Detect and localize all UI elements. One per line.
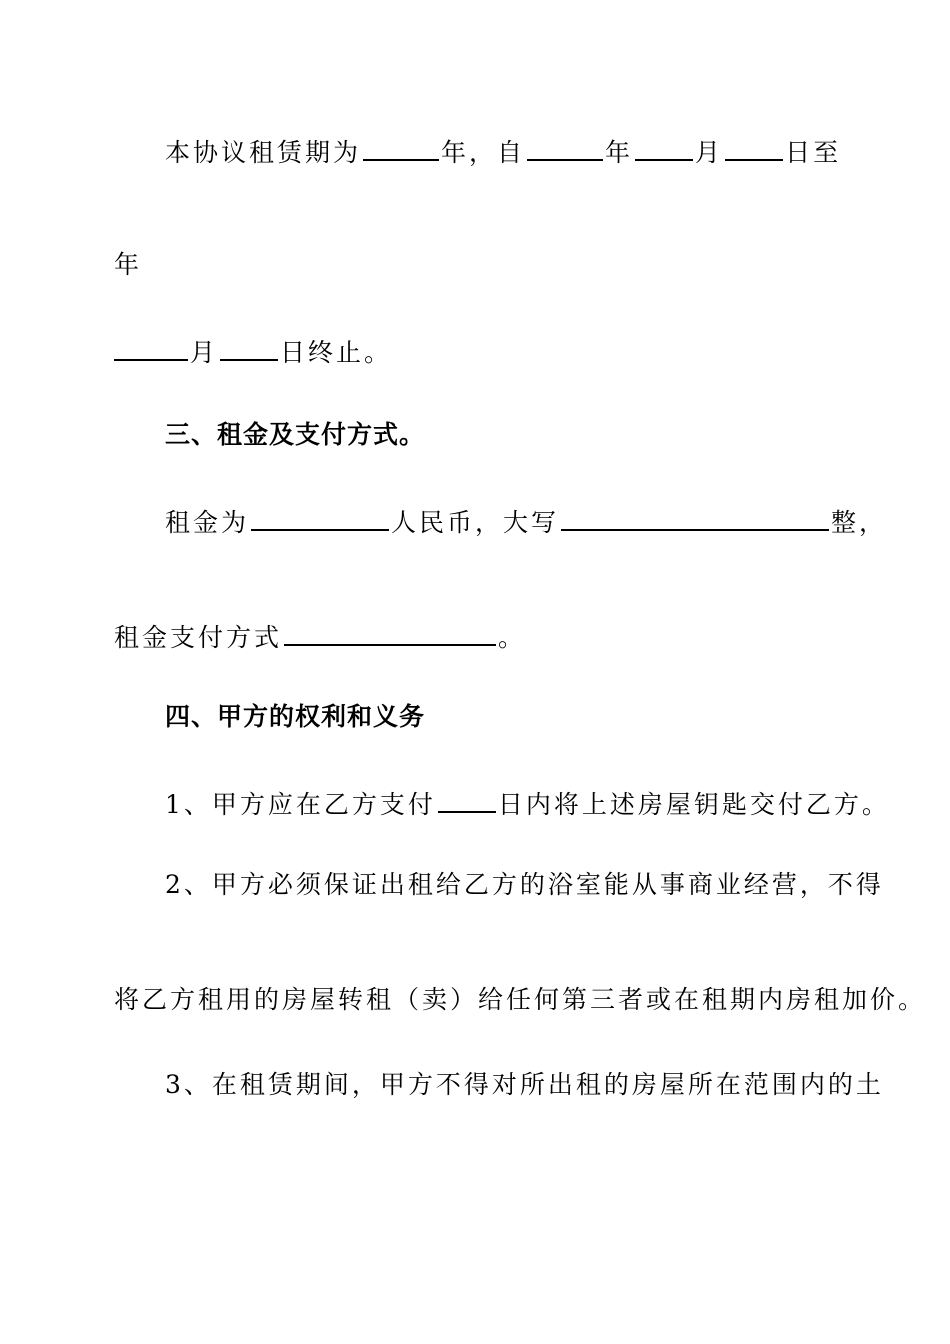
rent-text-3: 整， xyxy=(831,508,888,537)
rent-text-2: 人民币，大写 xyxy=(391,508,560,537)
blank-term-years xyxy=(363,135,439,161)
lease-term-text-8: 日终止。 xyxy=(280,338,393,367)
lease-term-text-5: 日至 xyxy=(785,138,842,167)
item-1-line xyxy=(165,787,890,820)
lease-term-line-2 xyxy=(114,250,142,280)
item-1-text-2: 日内将上述房屋钥匙交付乙方。 xyxy=(497,790,890,819)
blank-payment-method xyxy=(284,620,496,646)
item-2-line-2: 将乙方租用的房屋转租（卖）给任何第三者或在租期内房租加价。 xyxy=(114,985,927,1014)
blank-start-year xyxy=(527,135,603,161)
section-4-heading: 四、甲方的权利和义务 xyxy=(165,702,426,731)
lease-term-line-1 xyxy=(165,135,841,168)
lease-term-text-2: 年，自 xyxy=(441,138,526,167)
blank-start-day xyxy=(725,135,783,161)
item-1-text-1: 1、甲方应在乙方支付 xyxy=(165,790,436,819)
item-3-line-1: 3、在租赁期间，甲方不得对所出租的房屋所在范围内的土 xyxy=(165,1070,884,1099)
payment-text-2: 。 xyxy=(498,623,527,652)
blank-rent-amount xyxy=(251,505,389,531)
lease-term-text-3: 年 xyxy=(605,138,634,167)
rent-text-1: 租金为 xyxy=(165,508,250,537)
blank-key-days xyxy=(438,787,496,813)
payment-text-1: 租金支付方式 xyxy=(114,623,283,652)
rent-line xyxy=(165,505,887,538)
lease-term-text-4: 月 xyxy=(695,138,724,167)
section-3-heading: 三、租金及支付方式。 xyxy=(165,420,426,449)
lease-term-text-6: 年 xyxy=(114,250,143,279)
lease-term-line-3 xyxy=(114,335,392,368)
item-2-line-1: 2、甲方必须保证出租给乙方的浴室能从事商业经营，不得 xyxy=(165,870,884,899)
blank-end-month-value xyxy=(114,335,188,361)
blank-end-day xyxy=(220,335,278,361)
lease-term-text-7: 月 xyxy=(190,338,219,367)
blank-start-month xyxy=(635,135,693,161)
payment-method-line xyxy=(114,620,526,653)
lease-term-text-1: 本协议租赁期为 xyxy=(165,138,362,167)
blank-rent-uppercase xyxy=(561,505,829,531)
